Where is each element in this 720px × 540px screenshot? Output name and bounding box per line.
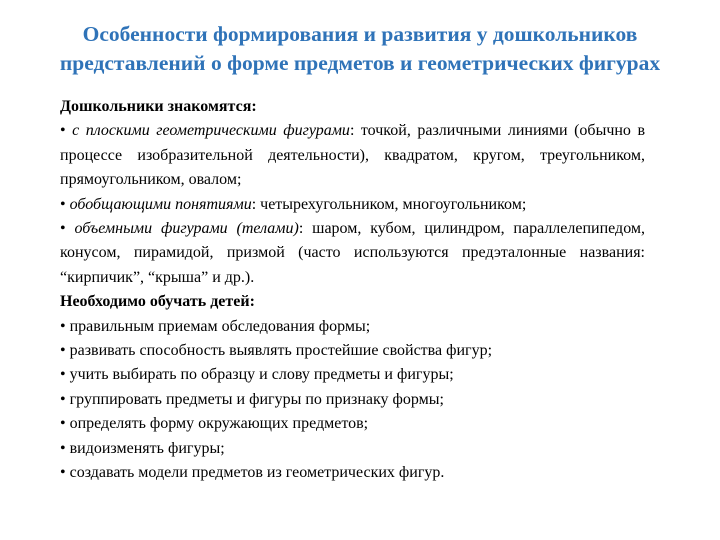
list-item-text: : точкой, различными линиями (обычно в процессе изобразительной деятельности), квадратом, кругом, треугольником, прямоугольником, овалом; (60, 122, 645, 189)
list-item: • группировать предметы и фигуры по признаку формы; (60, 390, 444, 408)
list-item: • создавать модели предметов из геометрических фигур. (60, 464, 445, 482)
bullet: • (60, 122, 73, 140)
list-item-term: обобщающими понятиями (69, 195, 252, 213)
section-heading-acquaintance: Дошкольники знакомятся: (60, 98, 257, 115)
bullet: • (60, 220, 75, 238)
list-item: • учить выбирать по образцу и слову предметы и фигуры; (60, 366, 454, 384)
list-item-volumetric-figures (60, 217, 645, 290)
title-line-2: представлений о форме предметов и геометрических фигурах (59, 51, 661, 75)
list-item-general-concepts (60, 193, 645, 217)
content-body (60, 95, 645, 486)
list-item: • видоизменять фигуры; (60, 439, 225, 457)
list-item-text: : шаром, кубом, цилиндром, параллелепипедом, конусом, пирамидой, призмой (часто используются предэталонные названия: “кирпичик”, “крыша” и др.). (60, 220, 646, 286)
bullet: • (60, 195, 70, 213)
list-item: • правильным приемам обследования формы; (60, 317, 371, 335)
title-line-1: Особенности формирования и развития у дошкольников (82, 22, 638, 46)
section-heading-teaching: Необходимо обучать детей: (60, 293, 255, 311)
list-item-flat-figures (60, 119, 645, 192)
list-item-term: с плоскими геометрическими фигурами (72, 122, 350, 140)
page-title (0, 20, 720, 78)
list-item: • определять форму окружающих предметов; (60, 415, 369, 433)
list-item-text: : четырехугольником, многоугольником; (251, 195, 527, 213)
list-item-term: объемными фигурами (телами) (74, 220, 299, 238)
list-item: • развивать способность выявлять простейшие свойства фигур; (60, 342, 493, 360)
